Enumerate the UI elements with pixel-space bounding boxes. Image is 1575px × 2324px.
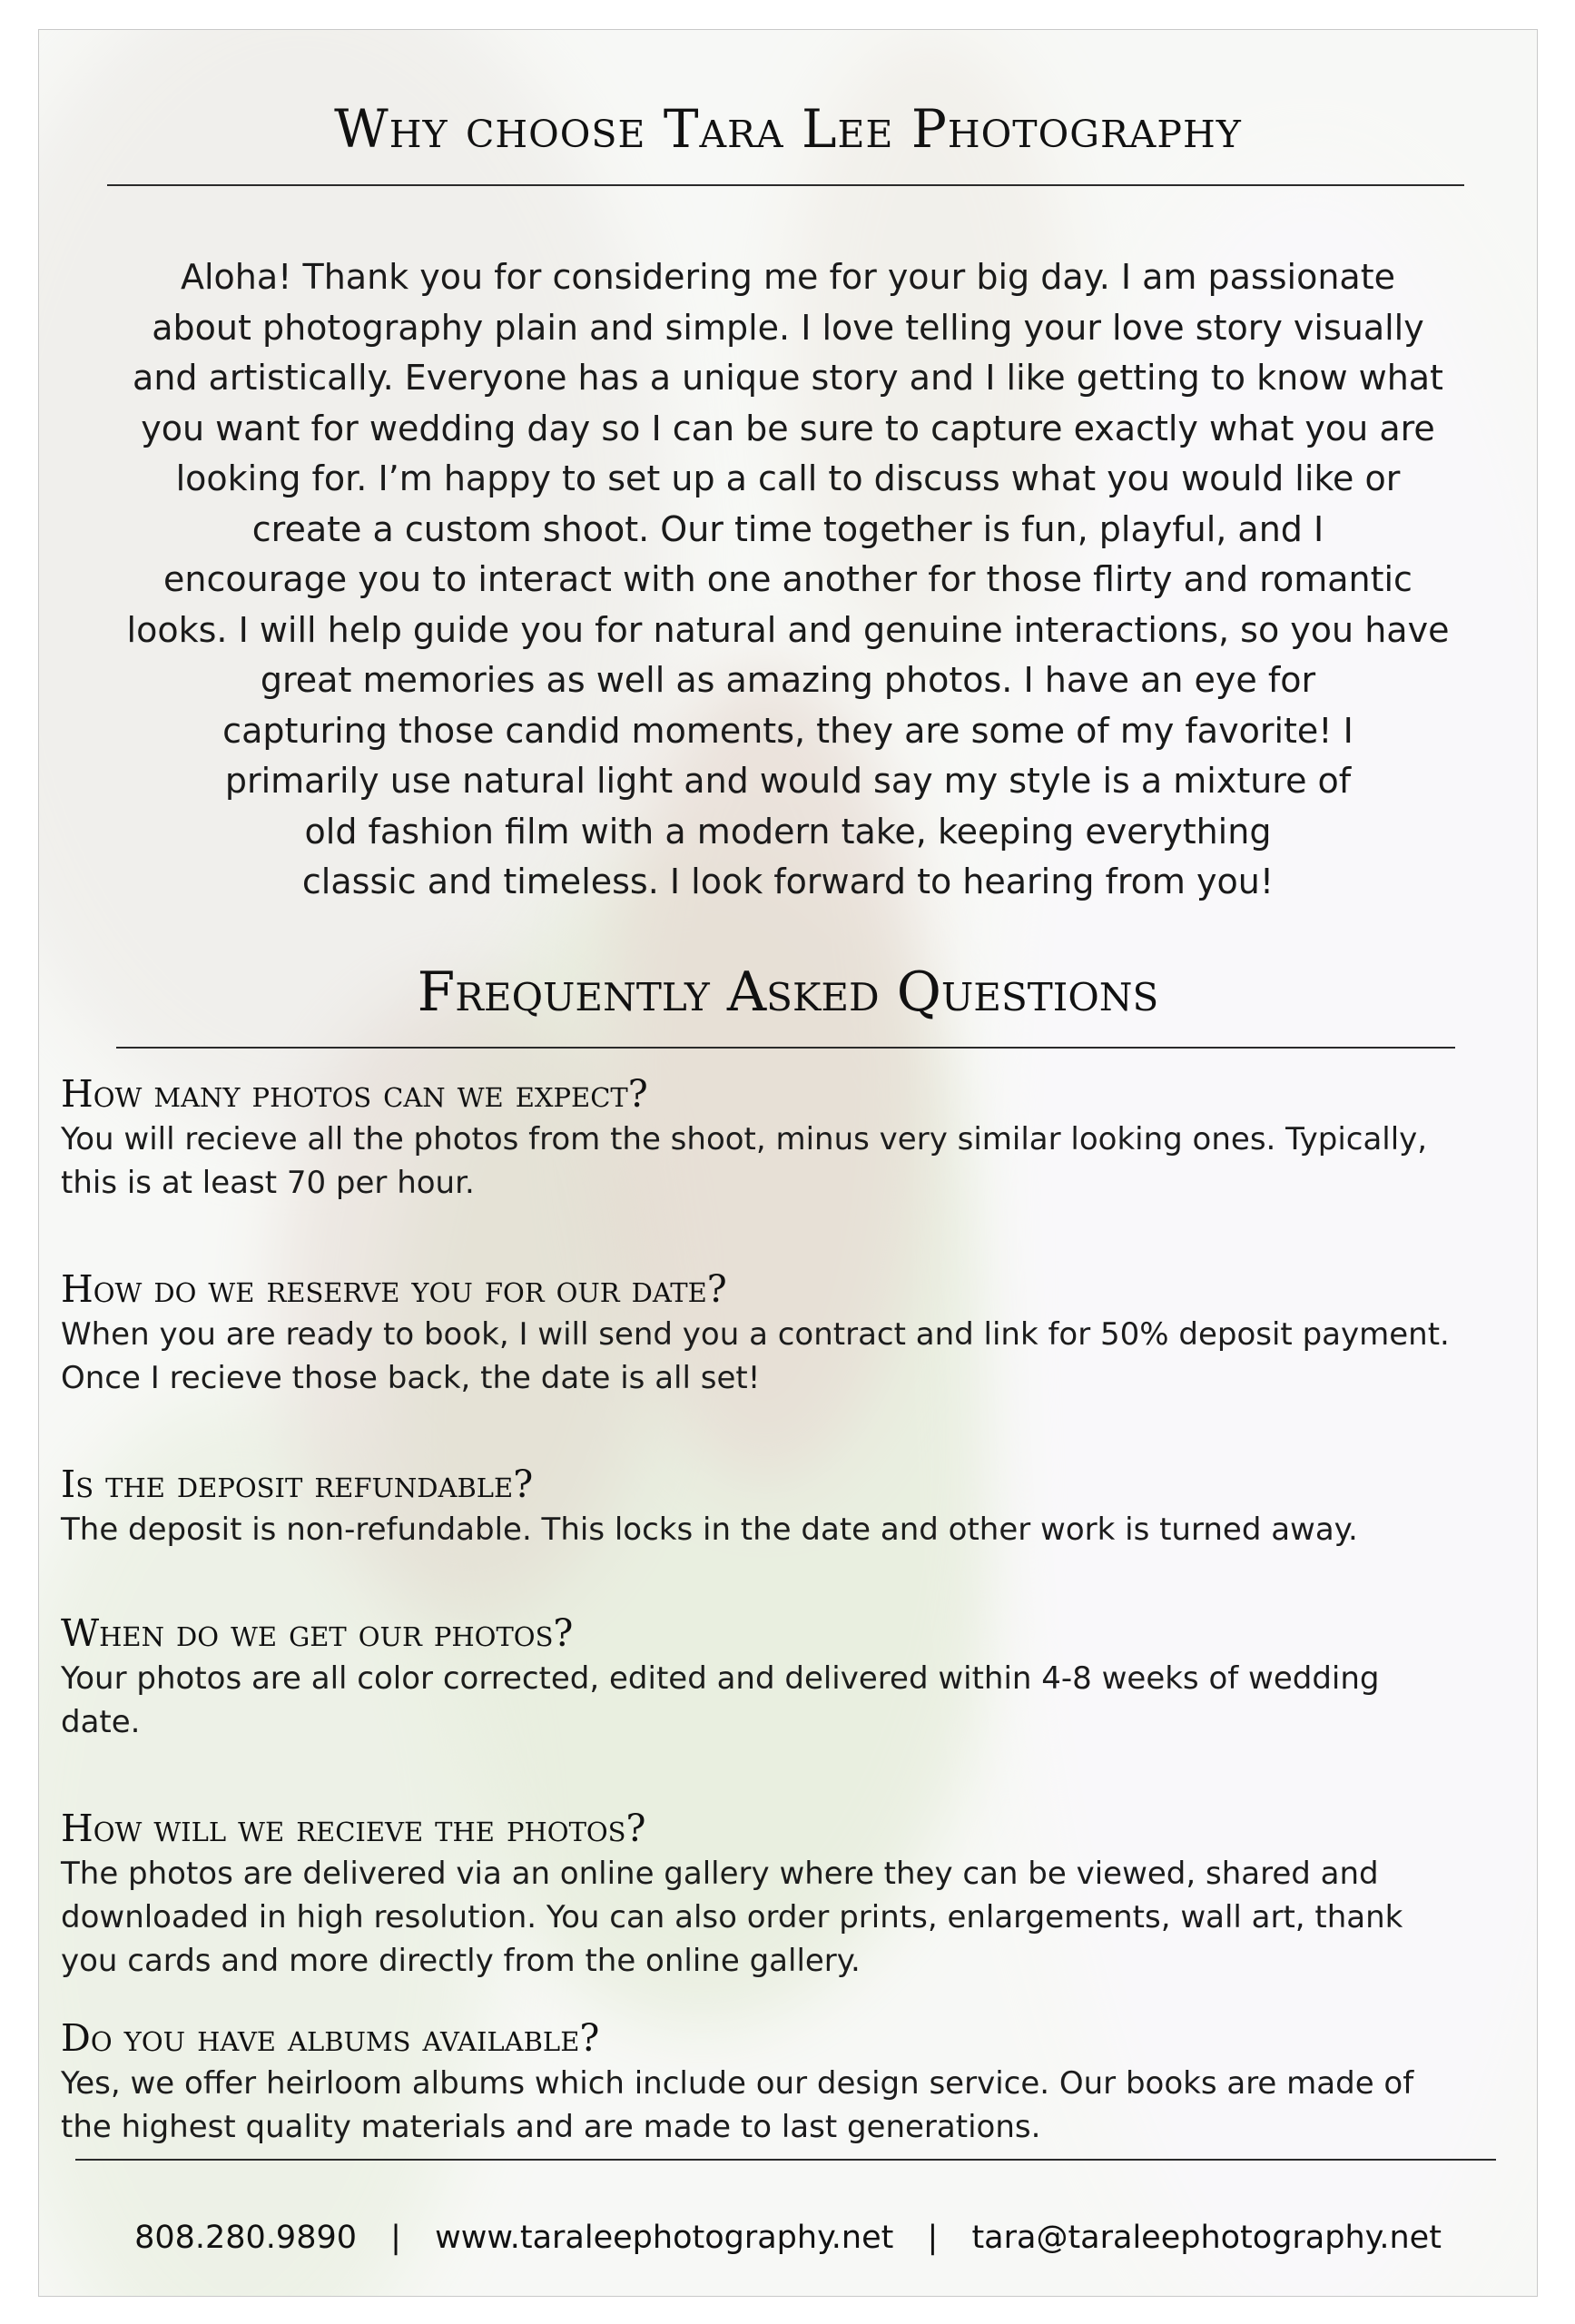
faq-item-receive-photos [61,1805,1522,1983]
faq-heading: Frequently Asked Questions [417,960,1159,1024]
intro-line: old fashion film with a modern take, keeping everything [304,811,1272,852]
intro-line: great memories as well as amazing photos. I have an eye for [260,660,1316,700]
faq-answer-line: date. [61,1704,141,1740]
faq-answer [61,1852,1522,1983]
faq-answer-line: Your photos are all color corrected, edited and delivered within 4-8 weeks of wedding [61,1660,1380,1697]
faq-answer [61,1118,1522,1205]
faq-answer-line: You will recieve all the photos from the shoot, minus very similar looking ones. Typically, [61,1121,1428,1157]
faq-item-albums [61,2014,1522,2149]
faq-answer-line: downloaded in high resolution. You can also order prints, enlargements, wall art, thank [61,1899,1403,1935]
faq-question: How do we reserve you for our date? [61,1267,727,1311]
intro-line: about photography plain and simple. I love telling your love story visually [152,307,1424,348]
faq-answer-line: Yes, we offer heirloom albums which include our design service. Our books are made of [61,2065,1414,2102]
faq-question: How many photos can we expect? [61,1072,648,1116]
intro-line: you want for wedding day so I can be sure to capture exactly what you are [141,408,1435,448]
faq-answer-line: Once I recieve those back, the date is all set! [61,1360,761,1396]
faq-answer-line: the highest quality materials and are made to last generations. [61,2109,1041,2145]
faq-answer-line: this is at least 70 per hour. [61,1165,475,1201]
website-link[interactable]: www.taraleephotography.net [435,2220,894,2256]
faq-item-reserve-date [61,1265,1522,1400]
title-divider [107,184,1464,186]
faq-item-photo-count [61,1070,1522,1205]
contact-separator: | [390,2220,401,2256]
contact-line [39,2220,1537,2256]
faq-answer [61,1313,1522,1400]
faq-question: How will we recieve the photos? [61,1807,646,1850]
faq-item-deposit [61,1461,1522,1551]
intro-line: create a custom shoot. Our time together is fun, playful, and I [251,508,1324,549]
page-title: Why choose Tara Lee Photography [334,98,1242,160]
intro-line: looks. I will help guide you for natural and genuine interactions, so you have [126,609,1450,650]
faq-answer-line: you cards and more directly from the online gallery. [61,1943,861,1979]
faq-question: Do you have albums available? [61,2016,600,2060]
intro-line: Aloha! Thank you for considering me for your big day. I am passionate [181,257,1395,297]
faq-answer-line: The photos are delivered via an online gallery where they can be viewed, shared and [61,1856,1379,1892]
faq-answer-line: When you are ready to book, I will send you a contract and link for 50% deposit payment. [61,1316,1450,1353]
intro-line: looking for. I’m happy to set up a call to discuss what you would like or [175,458,1401,498]
intro-line: and artistically. Everyone has a unique story and I like getting to know what [133,358,1443,398]
faq-divider [116,1047,1455,1049]
phone-number[interactable]: 808.280.9890 [134,2220,357,2256]
contact-separator: | [927,2220,939,2256]
email-link[interactable]: tara@taraleephotography.net [971,2220,1442,2256]
footer-divider [75,2159,1496,2161]
faq-answer [61,1657,1522,1744]
intro-line: classic and timeless. I look forward to hearing from you! [301,862,1275,901]
flyer-page [38,29,1538,2297]
faq-answer [61,2062,1522,2149]
intro-line: encourage you to interact with one another for those flirty and romantic [163,559,1413,599]
intro-line: primarily use natural light and would say my style is a mixture of [224,761,1352,801]
faq-item-delivery-time [61,1610,1522,1744]
faq-question: When do we get our photos? [61,1611,574,1655]
faq-answer [61,1508,1522,1551]
faq-question: Is the deposit refundable? [61,1462,534,1506]
intro-paragraph [57,252,1519,908]
intro-line: capturing those candid moments, they are some of my favorite! I [222,710,1354,751]
faq-answer-line: The deposit is non-refundable. This locks in the date and other work is turned away. [61,1512,1358,1548]
